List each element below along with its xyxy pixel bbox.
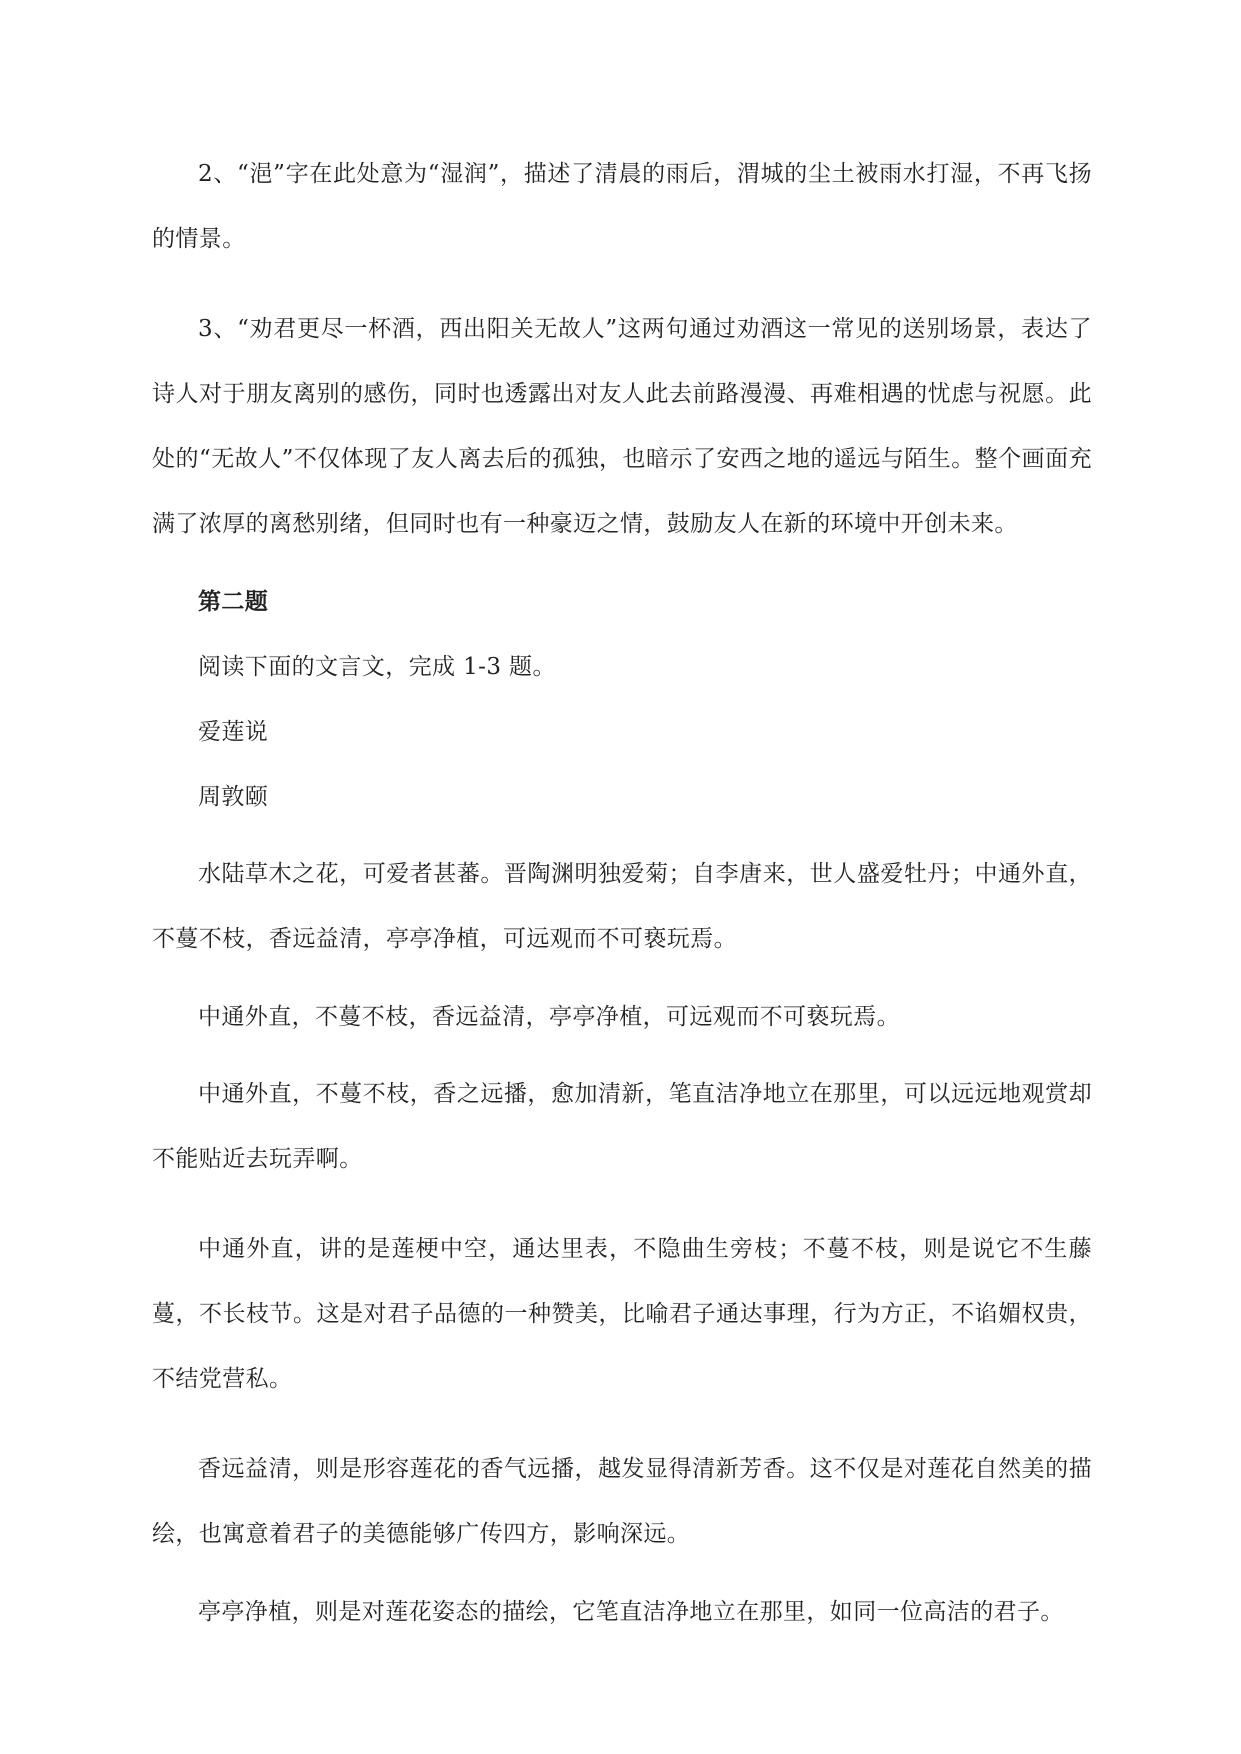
paragraph-translation: 中通外直，不蔓不枝，香之远播，愈加清新，笔直洁净地立在那里，可以远远地观赏却不能贴近去玩弄啊。	[152, 1081, 1092, 1172]
paragraph-original-text: 水陆草木之花，可爱者甚蕃。晋陶渊明独爱菊；自李唐来，世人盛爱牡丹；中通外直，不蔓不枝，香远益清，亭亭净植，可远观而不可亵玩焉。	[152, 861, 1092, 952]
paragraph-quote: 中通外直，不蔓不枝，香远益清，亭亭净植，可远观而不可亵玩焉。	[198, 1004, 900, 1030]
section-heading: 第二题	[198, 588, 269, 615]
paragraph-analysis-3: 亭亭净植，则是对莲花姿态的描绘，它笔直洁净地立在那里，如同一位高洁的君子。	[198, 1599, 1064, 1625]
poem-author: 周敦颐	[198, 784, 269, 810]
paragraph-answer-2: 2、“浥”字在此处意为“湿润”，描述了清晨的雨后，渭城的尘土被雨水打湿，不再飞扬的情景。	[152, 161, 1092, 252]
poem-title: 爱莲说	[198, 719, 269, 745]
paragraph-analysis-1: 中通外直，讲的是莲梗中空，通达里表，不隐曲生旁枝；不蔓不枝，则是说它不生藤蔓，不长枝节。这是对君子品德的一种赞美，比喻君子通达事理，行为方正，不谄媚权贵，不结党营私。	[152, 1236, 1092, 1392]
paragraph-instruction: 阅读下面的文言文，完成 1-3 题。	[198, 654, 556, 680]
document-body	[152, 142, 1092, 1657]
paragraph-analysis-2: 香远益清，则是形容莲花的香气远播，越发显得清新芳香。这不仅是对莲花自然美的描绘，也寓意着君子的美德能够广传四方，影响深远。	[152, 1456, 1092, 1547]
paragraph-answer-3: 3、“劝君更尽一杯酒，西出阳关无故人”这两句通过劝酒这一常见的送别场景，表达了诗人对于朋友离别的感伤，同时也透露出对友人此去前路漫漫、再难相遇的忧虑与祝愿。此处的“无故人”不仅体现了友人离去后的孤独，也暗示了安西之地的遥远与陌生。整个画面充满了浓厚的离愁别绪，但同时也有一种豪迈之情，鼓励友人在新的环境中开创未来。	[152, 316, 1092, 537]
